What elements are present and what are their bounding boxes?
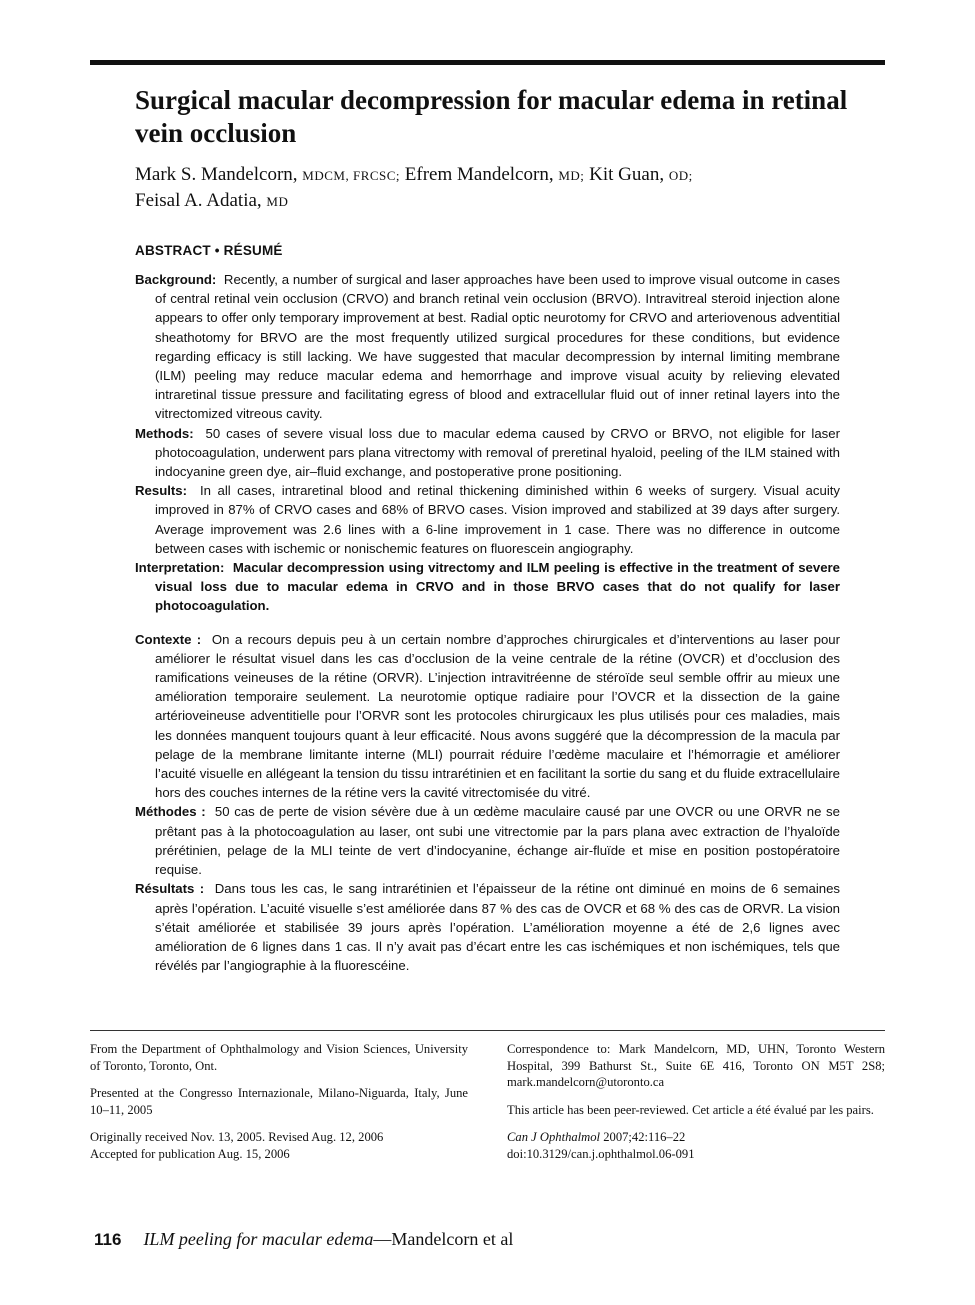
author-degrees: MD bbox=[266, 194, 289, 209]
section-text: Dans tous les cas, le sang intrarétinien et l’épaisseur de la rétine ont diminué en moins de 6 semaines après l’opération. L’acuité visuelle s’est améliorée dans 87 % des cas de OVCR et 68 % des cas de ORVR. La vision s’était améliorée et stabilisée 39 jours après l’opération. L’amélioration moyenne a été de 2,6 lignes avec amélioration de 6 lignes dans 1 cas. Il n’y avait pas d’écart entre les cas ischémiques et non ischémiques, tels que révélés par l’angiographie à la fluorescéine. bbox=[155, 881, 841, 974]
resume-contexte bbox=[135, 630, 840, 803]
abstract-methods bbox=[135, 424, 840, 482]
section-label: Contexte : bbox=[135, 631, 202, 647]
running-title: ILM peeling for macular edema bbox=[143, 1229, 374, 1249]
section-text: In all cases, intraretinal blood and retinal thickening diminished within 6 weeks of surgery. Visual acuity improved in 87% of CRVO cases and 68% of BRVO cases. Vision improved and stabilized at 39 days after surgery. Average improvement was 2.6 lines with a 6-line improvement in 1 case. There was no difference in outcome between cases with ischemic or nonischemic features on fluorescein angiography. bbox=[155, 483, 841, 556]
correspondence-notes bbox=[507, 1041, 885, 1173]
author-name: Kit Guan, bbox=[589, 164, 665, 185]
author-name: Mark S. Mandelcorn, bbox=[135, 164, 298, 185]
page-footer bbox=[94, 1228, 513, 1251]
running-authors: —Mandelcorn et al bbox=[373, 1229, 514, 1249]
section-text: 50 cases of severe visual loss due to macular edema caused by CRVO or BRVO, not eligible for laser photocoagulation, underwent pars plana vitrectomy with removal of preretinal hyaloid, peeling of the ILM stained with indocyanine green dye, air–fluid exchange, and postoperative prone positioning. bbox=[155, 425, 841, 480]
author-list bbox=[135, 162, 855, 214]
section-label: Background: bbox=[135, 272, 217, 287]
section-label: Methods: bbox=[135, 425, 194, 441]
article-title: Surgical macular decompression for macular edema in retinal vein occlusion bbox=[135, 85, 848, 148]
citation-volume: 2007;42:116–22 bbox=[603, 1130, 686, 1144]
section-text: Recently, a number of surgical and laser approaches have been used to improve visual outcome in cases of central retinal vein occlusion (CRVO) and branch retinal vein occlusion (BRVO). Intravitreal steroid injection alone appears to offer only temporary improvement at best. Radial optic neurotomy for CRVO and arteriovenous adventitial sheathotomy for BRVO are the most frequently utilized surgical procedures for these conditions, but evidence regarding efficacy is still lacking. We have suggested that macular decompression by internal limiting membrane (ILM) peeling may reduce macular edema and hemorrhage and improve visual acuity by relieving elevated intraretinal tissue pressure and facilitating egress of blood and extracellular fluid out of inner retinal layers into the vitrectomized vitreous cavity. bbox=[155, 272, 840, 422]
page-number: 116 bbox=[94, 1230, 122, 1249]
affiliation: From the Department of Ophthalmology and Vision Sciences, University of Toronto, Toronto, Ont. bbox=[90, 1042, 468, 1073]
abstract-heading: ABSTRACT • RÉSUMÉ bbox=[135, 243, 283, 258]
correspondence: Correspondence to: Mark Mandelcorn, MD, UHN, Toronto Western Hospital, 399 Bathurst St., Suite 6E 416, Toronto ON M5T 2S8; mark.mandelcorn@utoronto.ca bbox=[507, 1042, 885, 1089]
resume-methodes bbox=[135, 802, 840, 879]
doi: doi:10.3129/can.j.ophthalmol.06-091 bbox=[507, 1146, 695, 1161]
author-degrees: OD; bbox=[668, 168, 693, 183]
author-name: Efrem Mandelcorn, bbox=[404, 164, 554, 185]
footnote-rule bbox=[90, 1030, 885, 1031]
peer-review-note: This article has been peer-reviewed. Cet article a été évalué par les pairs. bbox=[507, 1102, 874, 1117]
abstract-background bbox=[135, 270, 840, 424]
presented-note: Presented at the Congresso Internazionale, Milano-Niguarda, Italy, June 10–11, 2005 bbox=[90, 1086, 468, 1117]
citation bbox=[507, 1129, 885, 1162]
author-name: Feisal A. Adatia, bbox=[135, 190, 262, 211]
journal-name: Can J Ophthalmol bbox=[507, 1130, 601, 1144]
section-text: Macular decompression using vitrectomy and ILM peeling is effective in the treatment of severe visual loss due to macular edema in CRVO and in those BRVO cases that do not qualify for laser photocoagulation. bbox=[155, 560, 841, 614]
abstract-interpretation bbox=[135, 558, 840, 616]
section-label: Interpretation: bbox=[135, 560, 225, 576]
section-label: Results: bbox=[135, 483, 188, 499]
affiliation-notes bbox=[90, 1041, 468, 1173]
section-text: On a recours depuis peu à un certain nombre d’approches chirurgicales et d’interventions au laser pour améliorer le résultat visuel dans les cas d’occlusion de la veine centrale de la rétine (OVCR) et d’occlusion des ramifications veineuses de la rétine (ORVR). L’injection intravitréenne de stéroïde seul semble offrir au mieux une amélioration temporaire seulement. La neurotomie optique radiaire pour l’OVCR et la dissection de la gaine artérioveineuse adventitielle pour l’ORVR sont les protocoles chirurgicaux les plus utilisés pour ces maladies, mais les données manquent toujours quant à leur efficacité. Nous avons suggéré que la décompression de la macula par pelage de la membrane limitante interne (MLI) pourrait réduire l’œdème maculaire et l’hémorragie et améliorer l’acuité visuelle en allégeant la tension du tissu intrarétinien et en facilitant la sortie du sang et du fluide extracellulaire hors des couches internes de la rétine vers la cavité vitrectomisée du vitré. bbox=[155, 631, 841, 801]
section-label: Méthodes : bbox=[135, 804, 206, 820]
abstract-body bbox=[135, 270, 840, 975]
abstract-results bbox=[135, 481, 840, 558]
section-text: 50 cas de perte de vision sévère due à un œdème maculaire causé par une OVCR ou une ORVR ne se prêtant pas à la photocoagulation au laser, ont subi une vitrectomie par la pars plana avec extraction de l’hyaloïde prérétinien, pelage de la MLI teinte de vert d’indocyanine, échange air-fluïde et mise en position postopératoire requise. bbox=[155, 804, 840, 878]
accepted-note: Accepted for publication Aug. 15, 2006 bbox=[90, 1146, 290, 1161]
received-note: Originally received Nov. 13, 2005. Revised Aug. 12, 2006 bbox=[90, 1130, 384, 1144]
author-degrees: MD; bbox=[558, 168, 585, 183]
section-label: Résultats : bbox=[135, 881, 205, 897]
resume-resultats bbox=[135, 879, 840, 975]
author-degrees: MDCM, FRCSC; bbox=[302, 168, 401, 183]
top-rule bbox=[90, 60, 885, 65]
